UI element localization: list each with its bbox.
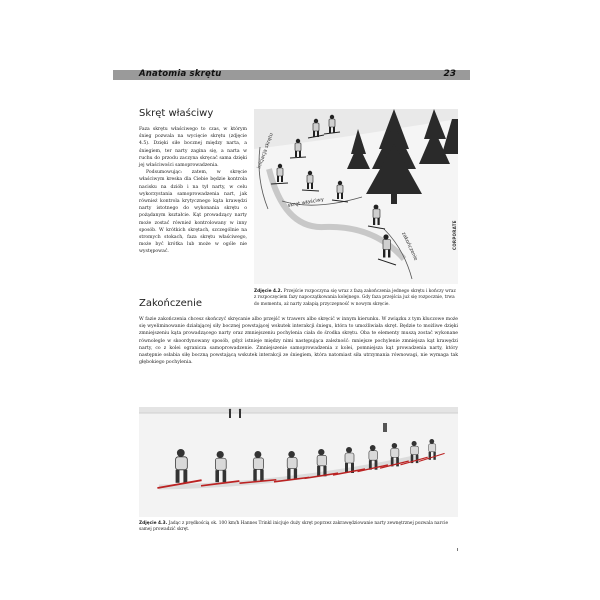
- section-heading-completion: Zakończenie: [139, 298, 203, 309]
- figure2-caption-text: Jadąc z prędkością ok. 100 km/h Hannes Trinkl inicjuje duży skręt poprzez zakrawędziowanie narty zewnętrznej pozwala narcie samej prowadzić skręt.: [139, 521, 449, 533]
- photo-credit: CORPORATE: [452, 220, 457, 250]
- section2-body: [139, 316, 458, 366]
- figure-racer-sequence-photo: [139, 407, 458, 517]
- label-turn-initiation: inicjacja skrętu: [256, 132, 275, 170]
- label-turn-completion: zakończenie: [400, 231, 419, 262]
- section1-paragraph-1: Faza skrętu właściwego to czas, w którym śnieg pozwala na wycięcie skrętu (zdjęcie 4.5). Dzięki siłe bocznej między narta, a śniegiem, ter narty zagina się, a narta w ruchu do przodu zaczyna skręcać sama dzięki jej właściwości samoprowadzenia.: [139, 127, 247, 169]
- skier-sequence-illustration: [254, 109, 458, 284]
- crop-mark: [457, 548, 458, 551]
- figure-skier-sequence-photo: [254, 109, 458, 284]
- figure1-caption: [254, 289, 458, 308]
- page-number: 23: [443, 69, 456, 79]
- figure2-caption: [139, 521, 458, 534]
- section1-body: [139, 126, 247, 256]
- figure2-caption-label: Zdjęcie 4.3.: [139, 521, 168, 526]
- book-page: [113, 28, 470, 548]
- label-turn-proper: skręt właściwy: [287, 196, 325, 209]
- racer-sequence-illustration: [139, 407, 458, 517]
- section-heading-turn: Skręt właściwy: [139, 108, 214, 119]
- section1-paragraph-2: Podsumowując: zatem, w skręcie właściwym kreska dla Ciebie będzie kontrola nacisku na dziób i na tył narty, w celu wykorzystania samoprowadzenia nart, jak również kontrola krytycznego kąta krawędzi narty istotnego do wykonania skrętu o pożądanym kształcie. Kąt prowadzący narty może zostać również kontrolowany w inny sposób. W krótkich skrętach, szczególnie na stromych stokach, faza skrętu właściwego, może być krótka lub może w ogóle nie występować.: [139, 170, 247, 255]
- section2-paragraph: W fazie zakończenia chcesz skończyć skręcanie albo przejść w trawers albo skręcić w innym kierunku. W związku z tym kluczowe może się wyeliminowanie działającej siły bocznej powstającej wskutek interakcji śniegu, która to umożliwiała skręt. Będzie to możliwe dzięki zmniejszeniu kąta prowadzącego narty oraz zmniejszeniu pochylenia ciała do środka skrętu. Oba te elementy muszą zostać wykonane równolegle w skoordynowany sposób, gdyż istnieje między nimi następująca zależność: mniejsze pochylenie zmniejsza kąt krawędzi narty, co z kolei ogranicza samoprowadzenie. Zmniejszenie samoprowadzenia z kolei, pomniejsza kąt prowadzenia narty, który następnie osłabia siłę boczną powstającą wskutek interakcji ze śniegiem, która natomiast siła utrzymania równowagi, nie wymaga tak głębokiego pochylenia.: [139, 317, 458, 366]
- figure1-caption-label: Zdjęcie 4.2.: [254, 289, 283, 294]
- figure1-caption-text: Przejście rozpoczyna się wraz z fazą zakończenia jednego skrętu i kończy wraz z rozpoczęciem fazy napoczątkowania kolejnego. Gdy faza przejścia już się rozpocznie, trwa do momentu, aż narty załapią przyczepność w nowym skręcie.: [254, 289, 456, 307]
- running-header-title: Anatomia skrętu: [139, 69, 222, 79]
